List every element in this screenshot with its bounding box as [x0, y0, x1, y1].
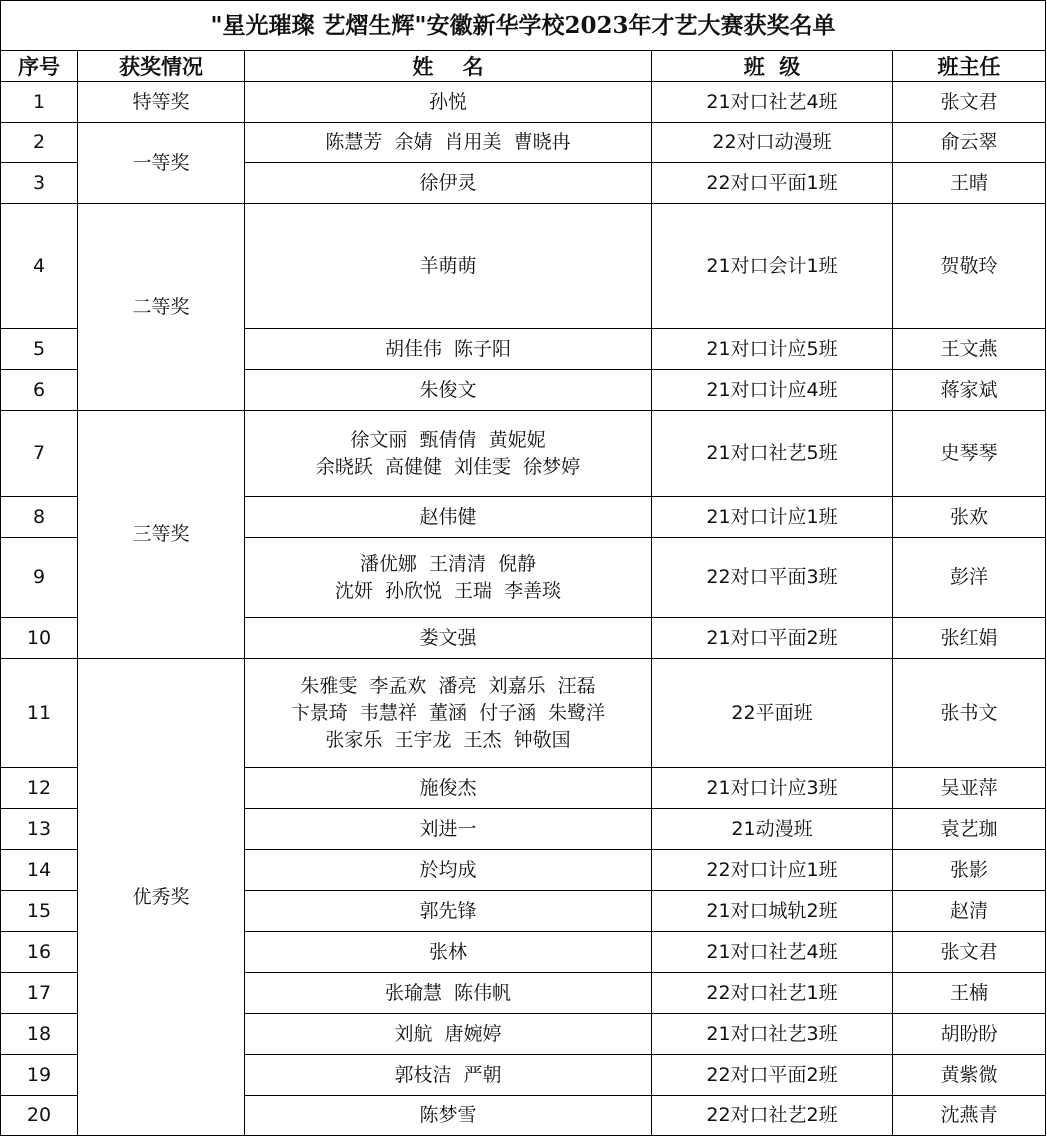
class-name: 21对口社艺4班	[652, 932, 893, 973]
winner-names	[245, 659, 652, 768]
name-line: 余晓跃 高健健 刘佳雯 徐梦婷	[315, 455, 581, 478]
row-no: 15	[1, 891, 78, 932]
row-no: 3	[1, 163, 78, 204]
head-teacher: 张欢	[893, 497, 1046, 538]
head-teacher: 张红娟	[893, 618, 1046, 659]
head-teacher: 史琴琴	[893, 411, 1046, 497]
name-line: 郭枝洁 严朝	[394, 1063, 502, 1086]
name-line: 孙悦	[428, 90, 467, 113]
table-row	[1, 123, 1046, 163]
row-no: 11	[1, 659, 78, 768]
head-teacher: 张书文	[893, 659, 1046, 768]
class-name: 21对口社艺3班	[652, 1014, 893, 1055]
winner-names	[245, 1055, 652, 1096]
class-name: 21对口社艺4班	[652, 82, 893, 123]
head-teacher: 张文君	[893, 932, 1046, 973]
row-no: 12	[1, 768, 78, 809]
name-line: 张林	[428, 940, 467, 963]
class-name: 21对口计应4班	[652, 370, 893, 411]
class-name: 21对口社艺5班	[652, 411, 893, 497]
class-name: 21对口平面2班	[652, 618, 893, 659]
class-name: 21对口计应1班	[652, 497, 893, 538]
name-line: 胡佳伟 陈子阳	[384, 337, 512, 360]
winner-names	[245, 932, 652, 973]
name-line: 卞景琦 韦慧祥 董涵 付子涵 朱鹭洋	[290, 701, 606, 724]
head-teacher: 张文君	[893, 82, 1046, 123]
class-name: 22对口平面2班	[652, 1055, 893, 1096]
class-name: 21对口城轨2班	[652, 891, 893, 932]
row-no: 2	[1, 123, 78, 163]
winner-names	[245, 538, 652, 618]
head-teacher: 俞云翠	[893, 123, 1046, 163]
name-line: 沈妍 孙欣悦 王瑞 李善琰	[334, 579, 562, 602]
name-line: 陈慧芳 余婧 肖用美 曹晓冉	[325, 131, 571, 153]
name-line: 潘优娜 王清清 倪静	[359, 552, 537, 575]
class-name: 22对口平面3班	[652, 538, 893, 618]
name-line: 朱俊文	[419, 378, 477, 401]
name-line: 羊萌萌	[419, 254, 477, 277]
class-name: 22对口计应1班	[652, 850, 893, 891]
winner-names	[245, 204, 652, 329]
header-no: 序号	[1, 51, 78, 82]
name-line: 娄文强	[419, 626, 477, 649]
class-name: 22对口动漫班	[652, 123, 893, 163]
winner-names	[245, 618, 652, 659]
row-no: 6	[1, 370, 78, 411]
head-teacher: 蒋家斌	[893, 370, 1046, 411]
winner-names	[245, 370, 652, 411]
row-no: 19	[1, 1055, 78, 1096]
header-name: 姓 名	[245, 51, 652, 82]
head-teacher: 贺敬玲	[893, 204, 1046, 329]
winner-names	[245, 82, 652, 123]
class-name: 22对口平面1班	[652, 163, 893, 204]
winner-names	[245, 1096, 652, 1136]
row-no: 18	[1, 1014, 78, 1055]
row-no: 8	[1, 497, 78, 538]
row-no: 9	[1, 538, 78, 618]
head-teacher: 胡盼盼	[893, 1014, 1046, 1055]
row-no: 10	[1, 618, 78, 659]
class-name: 22平面班	[652, 659, 893, 768]
winner-names	[245, 123, 652, 163]
name-line: 赵伟健	[419, 505, 477, 528]
name-line: 朱雅雯 李孟欢 潘亮 刘嘉乐 汪磊	[300, 674, 596, 697]
winner-names	[245, 891, 652, 932]
table-row	[1, 659, 1046, 768]
name-line: 陈梦雪	[419, 1104, 477, 1126]
name-line: 张瑜慧 陈伟帆	[384, 981, 512, 1004]
name-line: 张家乐 王宇龙 王杰 钟敬国	[325, 728, 571, 751]
row-no: 5	[1, 329, 78, 370]
row-no: 16	[1, 932, 78, 973]
class-name: 21对口计应5班	[652, 329, 893, 370]
award-level: 二等奖	[78, 204, 245, 411]
winner-names	[245, 1014, 652, 1055]
winner-names	[245, 768, 652, 809]
name-line: 徐伊灵	[419, 171, 477, 194]
winner-names	[245, 973, 652, 1014]
head-teacher: 吴亚萍	[893, 768, 1046, 809]
header-row	[1, 51, 1046, 82]
table-row	[1, 411, 1046, 497]
name-line: 徐文丽 甄倩倩 黄妮妮	[350, 428, 546, 451]
class-name: 21对口会计1班	[652, 204, 893, 329]
award-level: 一等奖	[78, 123, 245, 204]
winner-names	[245, 809, 652, 850]
row-no: 14	[1, 850, 78, 891]
header-teacher: 班主任	[893, 51, 1046, 82]
header-award: 获奖情况	[78, 51, 245, 82]
name-line: 刘进一	[419, 817, 477, 840]
name-line: 郭先锋	[419, 899, 477, 922]
head-teacher: 王楠	[893, 973, 1046, 1014]
class-name: 22对口社艺1班	[652, 973, 893, 1014]
winner-names	[245, 411, 652, 497]
table-row	[1, 82, 1046, 123]
class-name: 22对口社艺2班	[652, 1096, 893, 1136]
head-teacher: 张影	[893, 850, 1046, 891]
head-teacher: 沈燕青	[893, 1096, 1046, 1136]
table-row	[1, 204, 1046, 329]
header-class: 班 级	[652, 51, 893, 82]
name-line: 於均成	[419, 858, 477, 881]
head-teacher: 黄紫微	[893, 1055, 1046, 1096]
row-no: 1	[1, 82, 78, 123]
award-level: 特等奖	[78, 82, 245, 123]
row-no: 4	[1, 204, 78, 329]
row-no: 20	[1, 1096, 78, 1136]
row-no: 13	[1, 809, 78, 850]
name-line: 刘航 唐婉婷	[394, 1022, 502, 1045]
award-level: 优秀奖	[78, 659, 245, 1136]
row-no: 7	[1, 411, 78, 497]
head-teacher: 袁艺珈	[893, 809, 1046, 850]
head-teacher: 赵清	[893, 891, 1046, 932]
award-level: 三等奖	[78, 411, 245, 659]
row-no: 17	[1, 973, 78, 1014]
sheet-title: "星光璀璨 艺熠生辉"安徽新华学校2023年才艺大赛获奖名单	[1, 1, 1046, 51]
head-teacher: 王晴	[893, 163, 1046, 204]
head-teacher: 彭洋	[893, 538, 1046, 618]
name-line: 施俊杰	[419, 776, 477, 799]
winner-names	[245, 163, 652, 204]
winner-names	[245, 850, 652, 891]
winner-names	[245, 497, 652, 538]
class-name: 21动漫班	[652, 809, 893, 850]
head-teacher: 王文燕	[893, 329, 1046, 370]
class-name: 21对口计应3班	[652, 768, 893, 809]
winner-names	[245, 329, 652, 370]
